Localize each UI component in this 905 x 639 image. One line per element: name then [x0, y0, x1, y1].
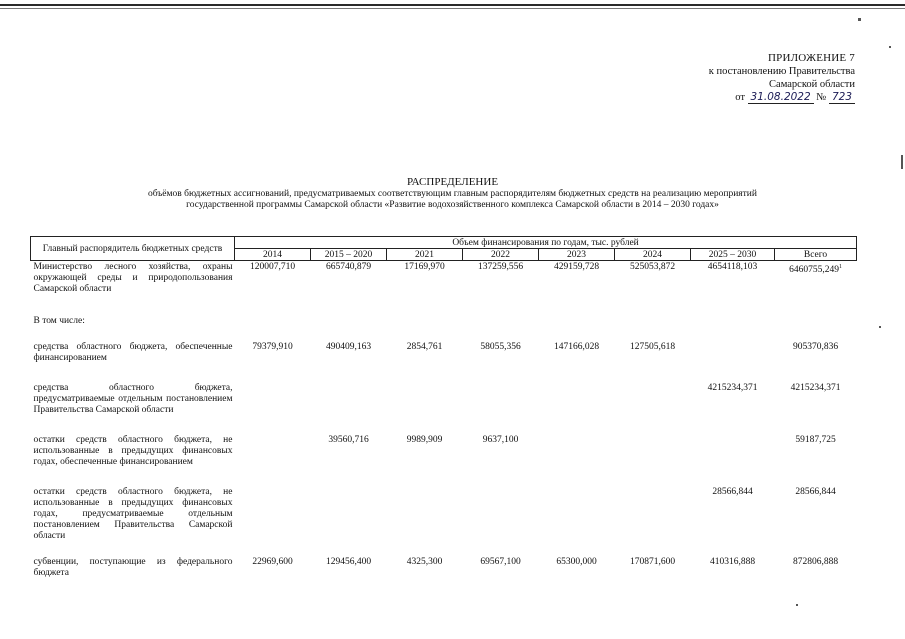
top-border-line — [0, 4, 905, 6]
table-row — [31, 434, 857, 486]
value-text: 9637,100 — [482, 435, 519, 445]
value-cell — [615, 261, 691, 316]
value-text: 2854,761 — [406, 342, 443, 352]
table-row — [31, 486, 857, 556]
value-text: 4325,300 — [406, 557, 443, 567]
year-header: 2014 — [235, 249, 311, 261]
value-text: 410316,888 — [709, 557, 756, 567]
value-cell — [235, 434, 311, 486]
value-cell — [311, 341, 387, 382]
value-cell — [311, 315, 387, 341]
value-cell — [387, 434, 463, 486]
value-text: 22969,600 — [252, 557, 293, 567]
value-cell — [691, 382, 775, 434]
value-text: 79379,910 — [252, 342, 293, 352]
value-cell — [615, 382, 691, 434]
value-text: 9989,909 — [406, 435, 443, 445]
value-text: 17169,970 — [404, 262, 445, 272]
value-cell — [691, 486, 775, 556]
value-text: 120007,710 — [249, 262, 296, 272]
appendix-title: ПРИЛОЖЕНИЕ 7 — [768, 52, 855, 64]
value-cell — [539, 261, 615, 316]
value-cell — [615, 486, 691, 556]
value-text: 69567,100 — [480, 557, 521, 567]
value-cell — [691, 341, 775, 382]
value-cell — [311, 434, 387, 486]
value-cell — [775, 486, 857, 556]
document-subtitle-1: объёмов бюджетных ассигнований, предусматриваемых соответствующим главным распорядителям бюджетных средств на реализацию мероприятий — [148, 189, 757, 199]
value-cell — [691, 261, 775, 316]
value-text: 129456,400 — [325, 557, 372, 567]
value-cell — [387, 486, 463, 556]
budget-table — [30, 236, 857, 585]
row-label: Министерство лесного хозяйства, охраны окружающей среды и природопользования Самарской области — [33, 262, 233, 294]
value-cell — [463, 486, 539, 556]
footnote-mark: 1 — [838, 264, 842, 270]
table-row — [31, 382, 857, 434]
value-cell — [311, 382, 387, 434]
document-title-block — [0, 176, 905, 211]
value-text: 58055,356 — [480, 342, 521, 352]
table-row — [31, 341, 857, 382]
value-cell — [235, 341, 311, 382]
year-header: 2022 — [463, 249, 539, 261]
value-cell — [235, 556, 311, 585]
row-label: остатки средств областного бюджета, не использованные в предыдущих финансовых годах, предусматриваемые отдельным постановлением Правительства Самарской области — [33, 487, 233, 541]
value-cell — [387, 382, 463, 434]
value-cell — [775, 556, 857, 585]
year-header: Всего — [775, 249, 857, 261]
value-text: 4654118,103 — [707, 262, 758, 272]
value-cell — [463, 382, 539, 434]
row-label: средства областного бюджета, обеспеченные финансированием — [33, 342, 233, 363]
value-text: 28566,844 — [712, 487, 753, 497]
value-cell — [539, 556, 615, 585]
value-cell — [775, 434, 857, 486]
value-cell — [311, 261, 387, 316]
value-cell — [615, 556, 691, 585]
value-cell — [387, 341, 463, 382]
value-cell — [387, 315, 463, 341]
value-cell — [463, 556, 539, 585]
table-row — [31, 315, 857, 341]
appendix-header — [709, 52, 855, 104]
value-cell — [235, 486, 311, 556]
document-heading: РАСПРЕДЕЛЕНИЕ — [406, 176, 499, 188]
handwritten-date: 31.08.2022 — [748, 91, 814, 104]
table-body — [31, 261, 857, 586]
value-cell — [235, 315, 311, 341]
value-cell — [775, 341, 857, 382]
value-cell — [463, 434, 539, 486]
value-cell — [311, 556, 387, 585]
document-subtitle-2: государственной программы Самарской области «Развитие водохозяйственного комплекса Самарской области в 2014 – 2030 годах» — [186, 200, 719, 210]
value-text: 665740,879 — [325, 262, 372, 272]
value-cell — [387, 261, 463, 316]
value-cell — [463, 261, 539, 316]
scan-speck — [858, 18, 861, 21]
value-text: 127505,618 — [629, 342, 676, 352]
row-label: остатки средств областного бюджета, не использованные в предыдущих финансовых годах, обеспеченные финансированием — [33, 435, 233, 467]
appendix-line-2: Самарской области — [769, 79, 855, 90]
value-text: 59187,725 — [795, 435, 836, 445]
top-border-line-thin — [0, 8, 905, 9]
row-label: средства областного бюджета, предусматриваемые отдельным постановлением Правительства Самарской области — [33, 383, 233, 415]
value-cell — [691, 556, 775, 585]
table-row — [31, 556, 857, 585]
from-label: от — [735, 92, 745, 103]
value-cell — [615, 315, 691, 341]
value-text: 525053,872 — [629, 262, 676, 272]
value-cell — [775, 315, 857, 341]
value-cell — [539, 382, 615, 434]
value-text: 170871,600 — [629, 557, 676, 567]
value-cell — [235, 261, 311, 316]
value-text: 6460755,249 — [789, 265, 839, 276]
year-header: 2021 — [387, 249, 463, 261]
value-text: 65300,000 — [556, 557, 597, 567]
value-text: 28566,844 — [795, 487, 836, 497]
value-text: 147166,028 — [553, 342, 600, 352]
value-text: 137259,556 — [477, 262, 524, 272]
value-cell — [775, 261, 857, 316]
value-cell — [691, 434, 775, 486]
column-header-distributor: Главный распорядитель бюджетных средств — [31, 237, 235, 261]
scan-speck — [879, 326, 881, 328]
value-text: 429159,728 — [553, 262, 600, 272]
value-text: 490409,163 — [325, 342, 372, 352]
number-label: № — [816, 92, 827, 103]
value-cell — [387, 556, 463, 585]
value-cell — [691, 315, 775, 341]
row-label: субвенции, поступающие из федерального бюджета — [33, 557, 233, 578]
scan-speck — [901, 155, 903, 169]
year-header: 2023 — [539, 249, 615, 261]
year-header: 2024 — [615, 249, 691, 261]
row-label: В том числе: — [33, 316, 85, 326]
value-cell — [539, 486, 615, 556]
value-cell — [463, 315, 539, 341]
value-text: 4215234,371 — [707, 383, 758, 393]
value-cell — [539, 315, 615, 341]
value-cell — [539, 434, 615, 486]
appendix-line-1: к постановлению Правительства — [708, 66, 855, 77]
value-cell — [311, 486, 387, 556]
year-header: 2015 – 2020 — [311, 249, 387, 261]
value-text: 4215234,371 — [790, 383, 841, 393]
value-text: 872806,888 — [792, 557, 839, 567]
value-text: 905370,836 — [792, 342, 839, 352]
value-cell — [615, 434, 691, 486]
value-cell — [539, 341, 615, 382]
value-cell — [463, 341, 539, 382]
value-cell — [615, 341, 691, 382]
value-cell — [235, 382, 311, 434]
scan-speck — [796, 604, 798, 606]
appendix-signature-line — [709, 91, 855, 104]
value-text: 39560,716 — [328, 435, 369, 445]
value-cell — [775, 382, 857, 434]
column-group-header: Объем финансирования по годам, тыс. рублей — [235, 237, 857, 249]
scan-speck — [889, 46, 891, 48]
handwritten-number: 723 — [829, 91, 855, 104]
table-row — [31, 261, 857, 316]
year-header: 2025 – 2030 — [691, 249, 775, 261]
